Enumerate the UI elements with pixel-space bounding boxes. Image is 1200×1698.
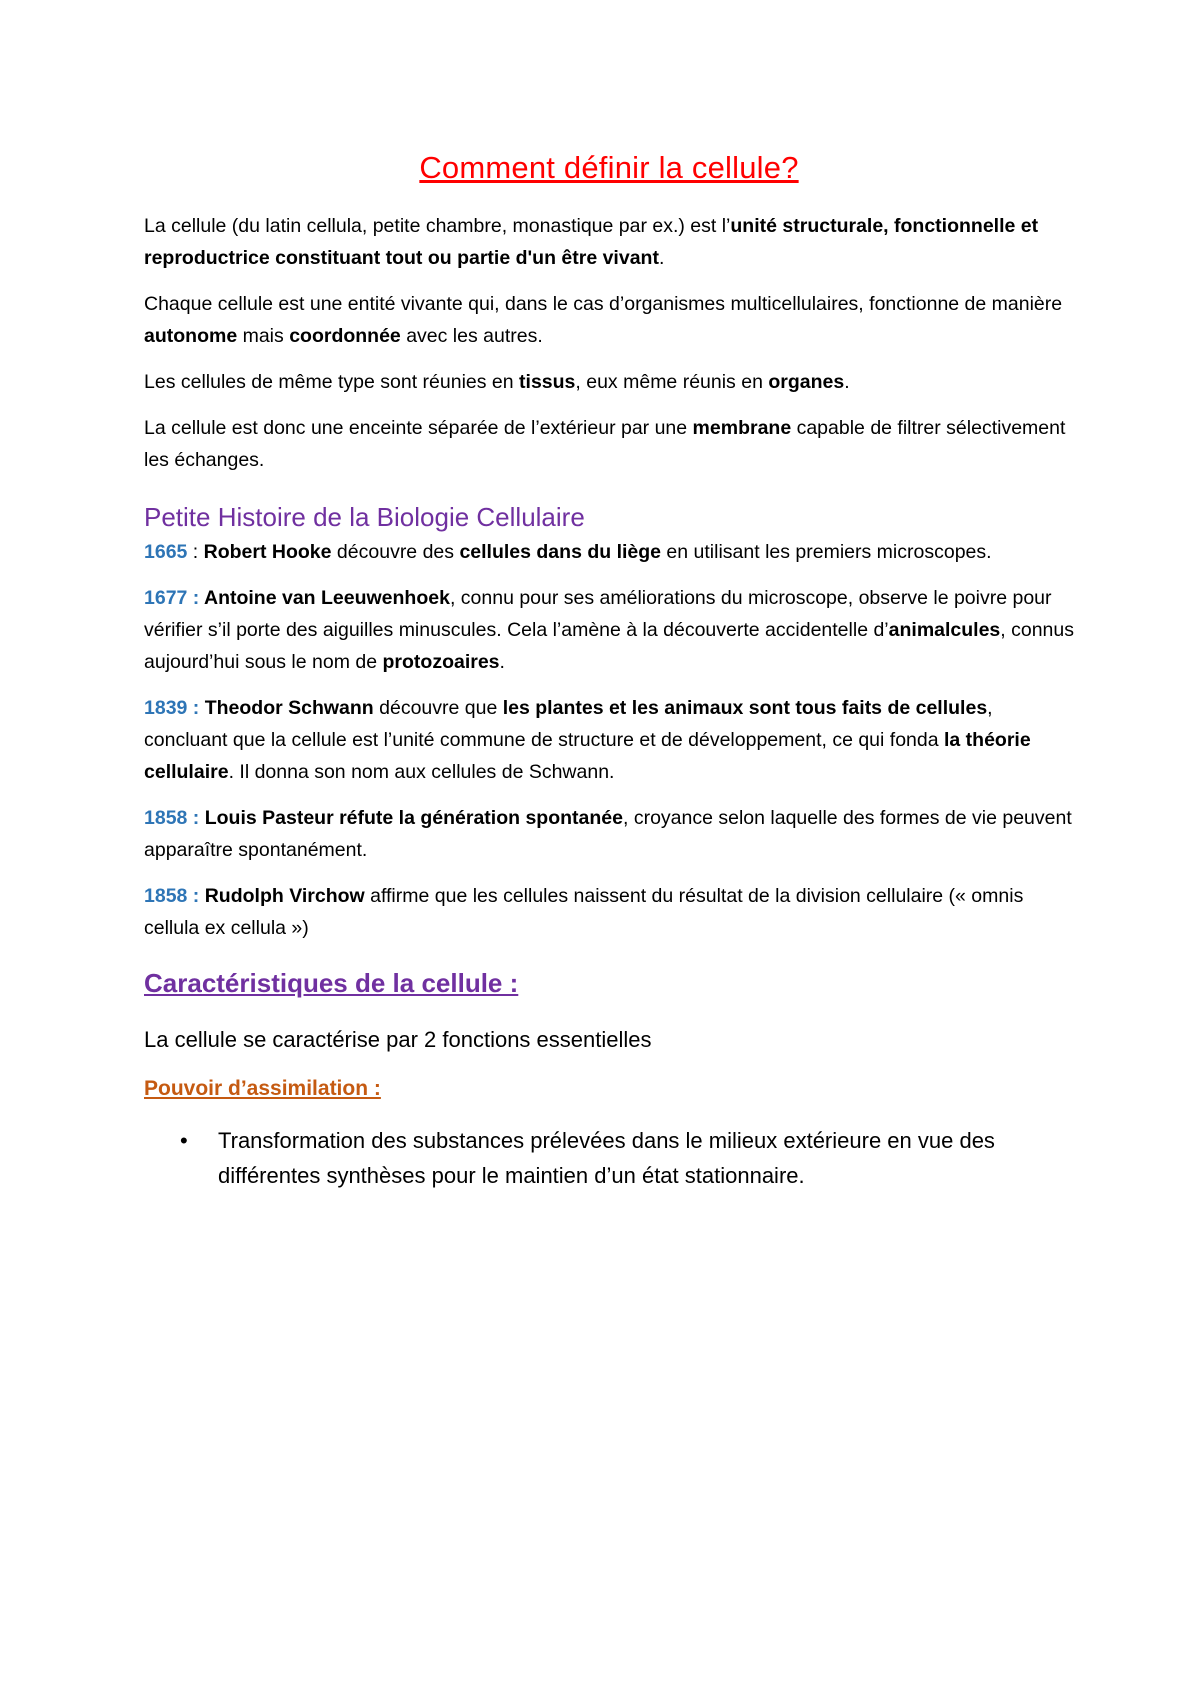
history-entry-1677 — [144, 582, 1074, 678]
history-entry-1858-pasteur — [144, 802, 1074, 866]
intro-paragraph-4 — [144, 412, 1074, 476]
text-run: en utilisant les premiers microscopes. — [661, 541, 992, 563]
bold-run: Theodor Schwann — [199, 697, 374, 719]
document-page — [144, 150, 1074, 1193]
text-run: avec les autres. — [400, 325, 543, 347]
text-run: Les cellules de même type sont réunies en — [144, 371, 520, 393]
bold-run: cellules dans du liège — [459, 541, 662, 563]
year-label: 1839 : — [144, 697, 200, 719]
bold-run: la théorie cellulaire — [144, 729, 1031, 783]
text-run: Chaque cellule est une entité vivante qui, dans le cas d’organismes multicellulaires, fonctionne de manière — [144, 293, 1063, 315]
bold-run: les plantes et les animaux sont tous faits de cellules — [502, 697, 988, 719]
bold-run: Antoine van Leeuwenhoek — [199, 587, 450, 609]
year-label: 1858 : — [144, 807, 200, 829]
characteristics-lead: La cellule se caractérise par 2 fonctions essentielles — [144, 1027, 652, 1052]
text-run: La cellule est donc une enceinte séparée de l’extérieur par une — [144, 417, 693, 439]
text-run: découvre des — [331, 541, 460, 563]
assimilation-heading: Pouvoir d’assimilation : — [144, 1077, 381, 1100]
bold-run: Louis Pasteur réfute la génération spontanée — [199, 807, 623, 829]
text-run: , connus aujourd’hui sous le nom de — [144, 619, 1074, 673]
year-label: 1858 : — [144, 885, 200, 907]
bold-run: Robert Hooke — [203, 541, 332, 563]
bold-run: Rudolph Virchow — [199, 885, 365, 907]
history-entry-1839 — [144, 692, 1074, 788]
characteristics-heading: Caractéristiques de la cellule : — [144, 968, 519, 998]
bold-run: unité structurale, fonctionnelle et reproductrice constituant tout ou partie d'un être vivant — [144, 215, 1039, 269]
text-run: capable de filtrer sélectivement les échanges. — [144, 417, 1066, 471]
list-item-text: Transformation des substances prélevées dans le milieux extérieure en vue des différentes synthèses pour le maintien d’un état stationnaire. — [218, 1128, 995, 1188]
text-run: . — [844, 371, 850, 393]
text-run: , concluant que la cellule est l’unité commune de structure et de développement, ce qui fonda — [144, 697, 993, 751]
bullet-icon: • — [180, 1128, 188, 1153]
text-run: , connu pour ses améliorations du microscope, observe le poivre pour vérifier s’il porte des aiguilles minuscules. Cela l’amène à la découverte accidentelle d’ — [144, 587, 1052, 641]
bold-run: organes — [768, 371, 845, 393]
intro-paragraph-1 — [144, 210, 1074, 274]
list-item — [180, 1123, 1074, 1193]
text-run: découvre que — [373, 697, 503, 719]
history-entry-1858-virchow — [144, 880, 1074, 944]
text-run: . — [499, 651, 505, 673]
document-title: Comment définir la cellule? — [419, 150, 799, 185]
history-heading: Petite Histoire de la Biologie Cellulaire — [144, 502, 585, 532]
intro-paragraph-3 — [144, 366, 1074, 398]
bold-run: autonome — [144, 325, 238, 347]
text-run: , eux même réunis en — [575, 371, 769, 393]
text-run: . Il donna son nom aux cellules de Schwann. — [228, 761, 615, 783]
assimilation-list — [144, 1123, 1074, 1193]
bold-run: tissus — [519, 371, 576, 393]
text-run: . — [658, 247, 665, 269]
text-run: : — [187, 541, 204, 563]
text-run: mais — [237, 325, 290, 347]
history-entry-1665 — [144, 536, 1074, 568]
text-run: La cellule (du latin cellula, petite chambre, monastique par ex.) est l’ — [144, 215, 731, 237]
bold-run: animalcules — [888, 619, 1001, 641]
bold-run: protozoaires — [382, 651, 500, 673]
text-run: affirme que les cellules naissent du résultat de la division cellulaire (« omnis cellula ex cellula ») — [144, 885, 1024, 939]
text-run: , croyance selon laquelle des formes de vie peuvent apparaître spontanément. — [144, 807, 1072, 861]
bold-run: membrane — [692, 417, 792, 439]
intro-paragraph-2 — [144, 288, 1074, 352]
year-label: 1665 — [144, 541, 188, 563]
bold-run: coordonnée — [289, 325, 401, 347]
year-label: 1677 : — [144, 587, 200, 609]
